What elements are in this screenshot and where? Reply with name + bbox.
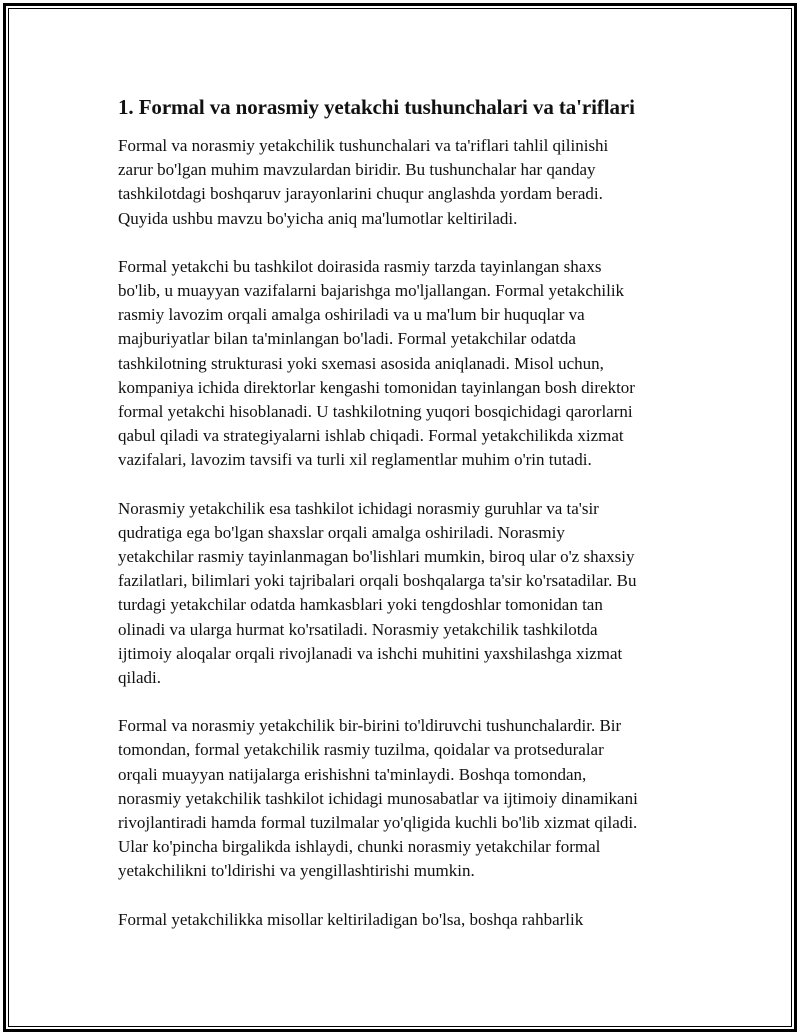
document-body — [118, 94, 688, 956]
text-line: orqali muayyan natijalarga erishishni ta'minlaydi. Boshqa tomondan, — [118, 764, 587, 784]
text-line: tomondan, formal yetakchilik rasmiy tuzilma, qoidalar va protseduralar — [118, 740, 604, 760]
text-line: qabul qiladi va strategiyalarni ishlab chiqadi. Formal yetakchilikda xizmat — [118, 426, 624, 446]
text-line: qudratiga ega bo'lgan shaxslar orqali amalga oshiriladi. Norasmiy — [118, 522, 565, 542]
paragraph-1 — [118, 134, 688, 231]
text-line: ijtimoiy aloqalar orqali rivojlanadi va ishchi muhitini yaxshilashga xizmat — [118, 643, 623, 663]
paragraph-4 — [118, 714, 688, 883]
text-line: majburiyatlar bilan ta'minlangan bo'ladi. Formal yetakchilar odatda — [118, 329, 576, 349]
text-line: qiladi. — [118, 668, 161, 688]
text-line: olinadi va ularga hurmat ko'rsatiladi. Norasmiy yetakchilik tashkilotda — [118, 619, 598, 639]
text-line: tashkilotdagi boshqaruv jarayonlarini chuqur anglashda yordam beradi. — [118, 184, 603, 204]
section-heading: 1. Formal va norasmiy yetakchi tushunchalari va ta'riflari — [118, 95, 635, 119]
text-line: Formal yetakchilikka misollar keltiriladigan bo'lsa, boshqa rahbarlik — [118, 909, 584, 929]
text-line: bo'lib, u muayyan vazifalarni bajarishga mo'ljallangan. Formal yetakchilik — [118, 281, 625, 301]
text-line: zarur bo'lgan muhim mavzulardan biridir. Bu tushunchalar har qanday — [118, 160, 596, 180]
text-line: yetakchilikni to'ldirishi va yengillashtirishi mumkin. — [118, 861, 475, 881]
text-line: fazilatlari, bilimlari yoki tajribalari orqali boshqalarga ta'sir ko'rsatadilar. Bu — [118, 571, 637, 591]
text-line: Norasmiy yetakchilik esa tashkilot ichidagi norasmiy guruhlar va ta'sir — [118, 498, 599, 518]
text-line: vazifalari, lavozim tavsifi va turli xil reglamentlar muhim o'rin tutadi. — [118, 450, 592, 470]
text-line: rasmiy lavozim orqali amalga oshiriladi va u ma'lum bir huquqlar va — [118, 305, 585, 325]
text-line: turdagi yetakchilar odatda hamkasblari yoki tengdoshlar tomonidan tan — [118, 595, 603, 615]
paragraph-5 — [118, 908, 688, 932]
paragraph-3 — [118, 497, 688, 691]
text-line: formal yetakchi hisoblanadi. U tashkilotning yuqori bosqichidagi qarorlarni — [118, 402, 633, 422]
text-line: Ular ko'pincha birgalikda ishlaydi, chunki norasmiy yetakchilar formal — [118, 837, 601, 857]
text-line: tashkilotning strukturasi yoki sxemasi asosida aniqlanadi. Misol uchun, — [118, 353, 604, 373]
text-line: Formal yetakchi bu tashkilot doirasida rasmiy tarzda tayinlangan shaxs — [118, 256, 602, 276]
paragraph-2 — [118, 255, 688, 473]
text-line: kompaniya ichida direktorlar kengashi tomonidan tayinlangan bosh direktor — [118, 377, 635, 397]
text-line: Quyida ushbu mavzu bo'yicha aniq ma'lumotlar keltiriladi. — [118, 208, 518, 228]
text-line: norasmiy yetakchilik tashkilot ichidagi munosabatlar va ijtimoiy dinamikani — [118, 788, 638, 808]
text-line: yetakchilar rasmiy tayinlanmagan bo'lishlari mumkin, biroq ular o'z shaxsiy — [118, 547, 635, 567]
text-line: Formal va norasmiy yetakchilik bir-birini to'ldiruvchi tushunchalardir. Bir — [118, 716, 622, 736]
text-line: Formal va norasmiy yetakchilik tushunchalari va ta'riflari tahlil qilinishi — [118, 136, 609, 155]
text-line: rivojlantiradi hamda formal tuzilmalar yo'qligida kuchli bo'lib xizmat qiladi. — [118, 813, 638, 833]
